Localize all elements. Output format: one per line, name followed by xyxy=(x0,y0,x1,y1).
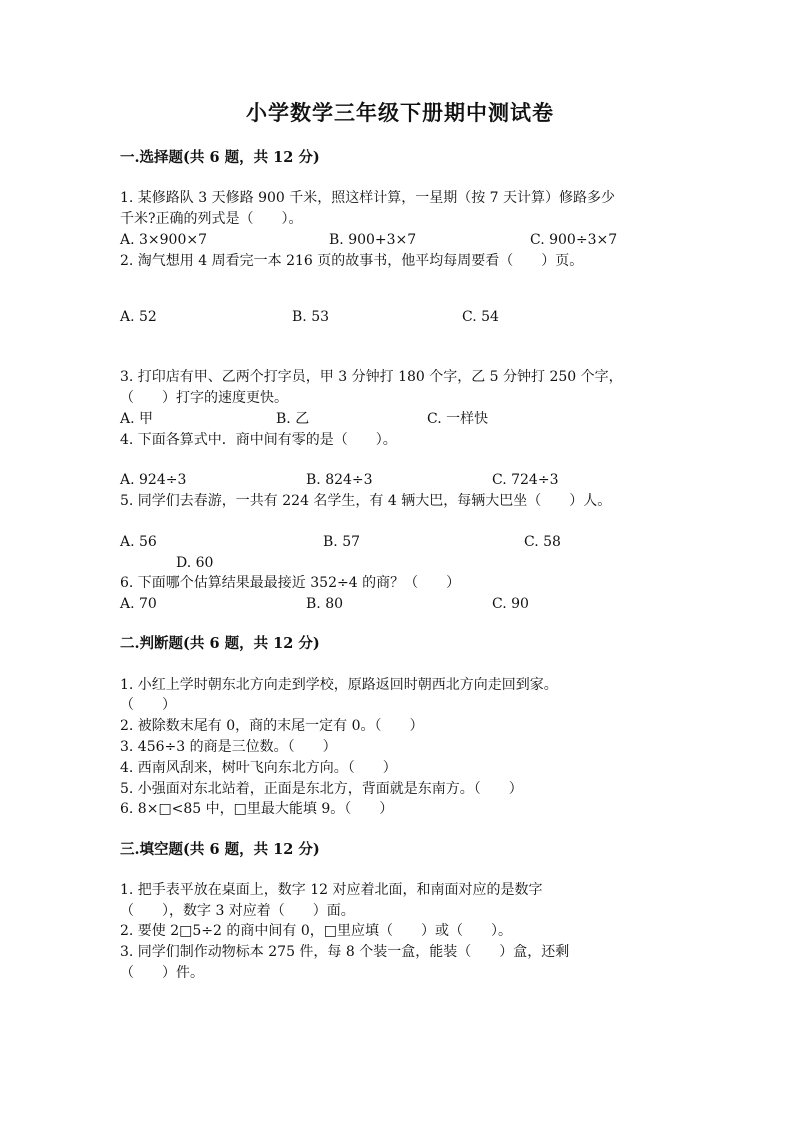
statement-line: （ ） xyxy=(120,697,176,713)
option-c: C. 900÷3×7 xyxy=(530,232,618,248)
question-text: 6. 下面哪个估算结果最最接近 352÷4 的商？（ ） xyxy=(120,575,461,591)
page-title: 小学数学三年级下册期中测试卷 xyxy=(246,100,554,125)
option-a: A. 52 xyxy=(120,309,157,325)
question-line: 2. 要使 2□5÷2 的商中间有 0，□里应填（ ）或（ ）。 xyxy=(120,923,512,939)
question-line: （ ），数字 3 对应着（ ）面。 xyxy=(120,903,355,919)
option-c: C. 724÷3 xyxy=(492,472,559,488)
option-a: A. 924÷3 xyxy=(120,472,187,488)
statement-line: 3. 456÷3 的商是三位数。（ ） xyxy=(120,739,337,755)
question-text: 2. 淘气想用 4 周看完一本 216 页的故事书，他平均每周要看（ ）页。 xyxy=(120,253,584,269)
question-text: 5. 同学们去春游，一共有 224 名学生，有 4 辆大巴，每辆大巴坐（ ）人。 xyxy=(120,493,612,509)
statement-line: 4. 西南风刮来，树叶飞向东北方向。（ ） xyxy=(120,760,397,776)
question-text: 4. 下面各算式中．商中间有零的是（ ）。 xyxy=(120,432,397,448)
section-heading-true-false: 二.判断题(共 6 题，共 12 分) xyxy=(120,635,320,652)
question-line: 3. 同学们制作动物标本 275 件，每 8 个装一盒，能装（ ）盒，还剩 xyxy=(120,944,570,960)
question-text: 3. 打印店有甲、乙两个打字员，甲 3 分钟打 180 个字，乙 5 分钟打 250 个字， xyxy=(120,369,623,385)
option-b: B. 57 xyxy=(323,534,361,550)
section-heading-fill-blank: 三.填空题(共 6 题，共 12 分) xyxy=(120,841,320,858)
option-d: D. 60 xyxy=(176,555,214,571)
question-text: 1. 某修路队 3 天修路 900 千米，照这样计算，一星期（按 7 天计算）修路多少 xyxy=(120,190,616,206)
question-text: 千米?正确的列式是（ ）。 xyxy=(120,211,303,227)
option-a: A. 70 xyxy=(120,596,157,612)
option-b: B. 乙 xyxy=(276,411,310,427)
statement-line: 6. 8×□<85 中，□里最大能填 9。（ ） xyxy=(120,801,394,817)
option-a: A. 56 xyxy=(120,534,157,550)
question-line: 1. 把手表平放在桌面上，数字 12 对应着北面，和南面对应的是数字 xyxy=(120,882,543,898)
statement-line: 1. 小红上学时朝东北方向走到学校，原路返回时朝西北方向走回到家。 xyxy=(120,677,558,693)
statement-line: 2. 被除数末尾有 0，商的末尾一定有 0。（ ） xyxy=(120,718,424,734)
option-b: B. 53 xyxy=(292,309,330,325)
option-c: C. 58 xyxy=(524,534,561,550)
option-b: B. 80 xyxy=(306,596,344,612)
option-c: C. 90 xyxy=(492,596,529,612)
question-line: （ ）件。 xyxy=(120,965,204,981)
option-c: C. 54 xyxy=(462,309,499,325)
option-b: B. 824÷3 xyxy=(306,472,373,488)
option-a: A. 甲 xyxy=(120,411,154,427)
question-text: （ ）打字的速度更快。 xyxy=(120,390,288,406)
option-b: B. 900+3×7 xyxy=(329,232,417,248)
option-c: C. 一样快 xyxy=(427,411,489,427)
statement-line: 5. 小强面对东北站着，正面是东北方，背面就是东南方。（ ） xyxy=(120,781,523,797)
option-a: A. 3×900×7 xyxy=(120,232,208,248)
section-heading-choice: 一.选择题(共 6 题，共 12 分) xyxy=(120,149,320,166)
